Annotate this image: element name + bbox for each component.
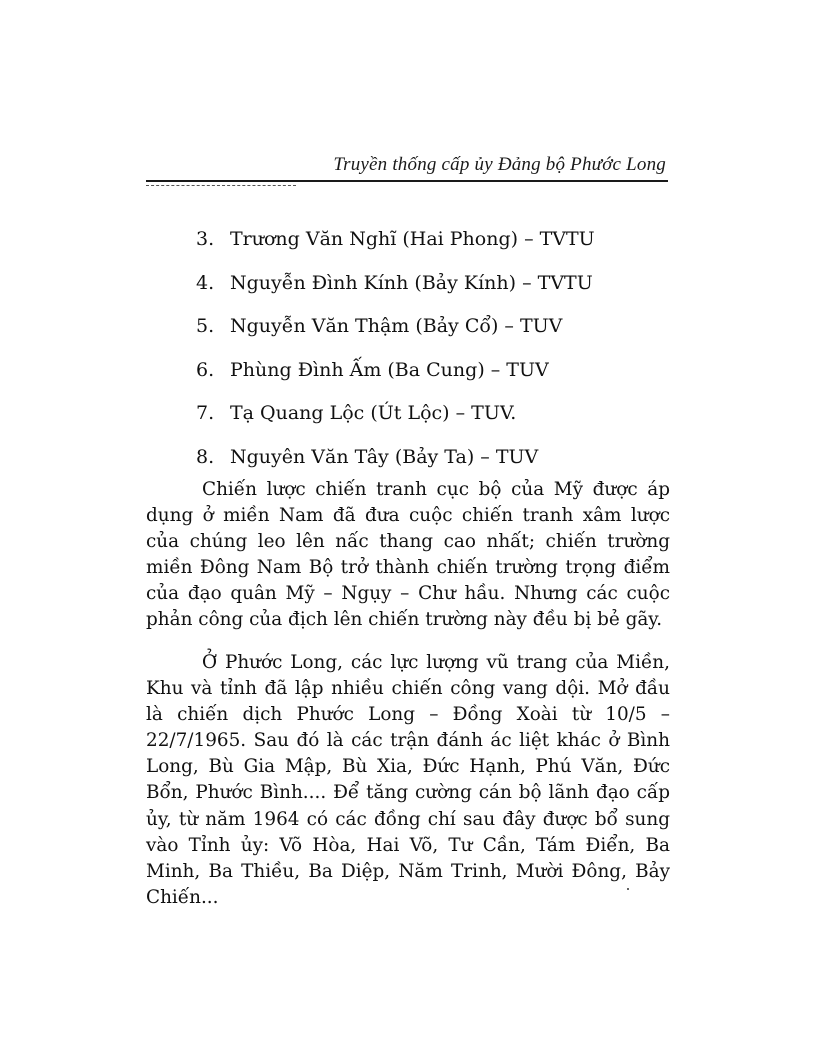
member-list — [196, 218, 595, 479]
member-item: 4. Nguyễn Đình Kính (Bảy Kính) – TVTU — [196, 271, 593, 294]
speck-mark — [627, 888, 629, 890]
member-item: 5. Nguyễn Văn Thậm (Bảy Cổ) – TUV — [196, 315, 563, 337]
body-paragraph: Ở Phước Long, các lực lượng vũ trang của Miền, Khu và tỉnh đã lập nhiều chiến công vang dội. Mở đầu là chiến dịch Phước Long – Đồng Xoài từ 10/5 – 22/7/1965. Sau đó là các trận đánh ác liệt khác ở Bình Long, Bù Gia Mập, Bù Xia, Đức Hạnh, Phú Văn, Đức Bổn, Phước Bình.... Để tăng cường cán bộ lãnh đạo cấp ủy, từ năm 1964 có các đồng chí sau đây được bổ sung vào Tỉnh ủy: Võ Hòa, Hai Võ, Tư Cần, Tám Điển, Ba Minh, Ba Thiều, Ba Diệp, Năm Trinh, Mười Đông, Bảy Chiến... — [146, 652, 670, 908]
member-item: 8. Nguyên Văn Tây (Bảy Ta) – TUV — [196, 445, 539, 468]
running-header: Truyền thống cấp ủy Đảng bộ Phước Long — [333, 154, 666, 175]
member-item: 3. Trương Văn Nghĩ (Hai Phong) – TVTU — [196, 228, 595, 250]
body-paragraph: Chiến lược chiến tranh cục bộ của Mỹ được áp dụng ở miền Nam đã đưa cuộc chiến tranh xâm lược của chúng leo lên nấc thang cao nhất; chiến trường miền Đông Nam Bộ trở thành chiến trường trọng điểm của đạo quân Mỹ – Ngụy – Chư hầu. Nhưng các cuộc phản công của địch lên chiến trường này đều bị bẻ gãy. — [146, 479, 670, 631]
header-rule — [146, 180, 668, 182]
header-rule-dashed — [146, 185, 296, 186]
member-item: 7. Tạ Quang Lộc (Út Lộc) – TUV. — [196, 402, 517, 424]
member-item: 6. Phùng Đình Ấm (Ba Cung) – TUV — [196, 358, 549, 381]
